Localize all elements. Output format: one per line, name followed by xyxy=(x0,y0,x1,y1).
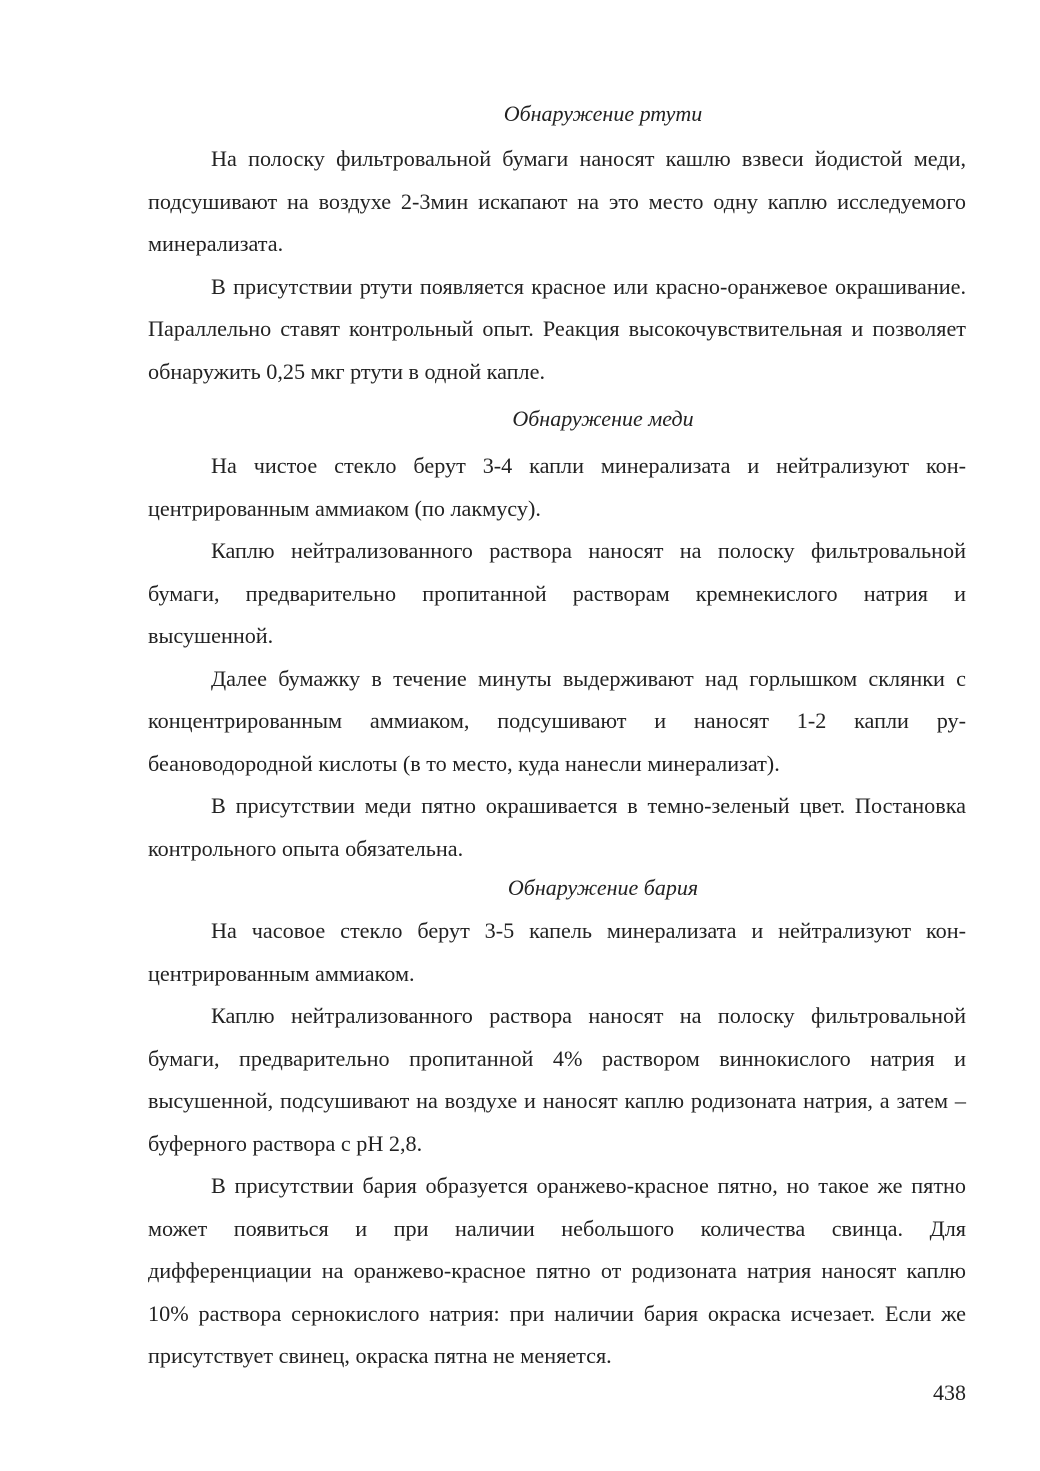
page-number: 438 xyxy=(933,1380,966,1405)
paragraph: Каплю нейтрализованного раствора наносят на полоску фильтровальной бумаги, предварительно пропитанной растворам кремнекислого натрия и высушенной. xyxy=(148,538,966,648)
paragraph: В присутствии ртути появляется красное или красно-оранжевое окрашивание. Параллельно ставят контрольный опыт. Реакция высокочувствительная и позволяет обнаружить 0,25 мкг ртути в одной капле. xyxy=(148,273,966,384)
section-heading-barium: Обнаружение бария xyxy=(507,875,699,900)
page-body xyxy=(148,98,966,1378)
paragraph: Далее бумажку в течение минуты выдерживают над горлышком склянки с концентрированным аммиаком, подсушивают и наносят 1-2 капли рубеановодородной кислоты (в то место, куда нанесли минерализат). xyxy=(148,665,966,776)
paragraph: Каплю нейтрализованного раствора наносят на полоску фильтровальной бумаги, предварительно пропитанной 4% раствором виннокислого натрия и высушенной, подсушивают на воздухе и наносят каплю родизоната натрия, а затем – буферного раствора с pH 2,8. xyxy=(148,1003,966,1156)
paragraph: На чистое стекло берут 3-4 капли минерализата и нейтрализуют концентрированным аммиаком (по лакмусу). xyxy=(148,453,966,521)
section-heading-mercury: Обнаружение ртути xyxy=(503,101,703,126)
paragraph: На часовое стекло берут 3-5 капель минерализата и нейтрализуют концентрированным аммиаком. xyxy=(148,918,966,986)
paragraph: В присутствии меди пятно окрашивается в темно-зеленый цвет. Постановка контрольного опыта обязательна. xyxy=(148,793,966,861)
paragraph: В присутствии бария образуется оранжево-красное пятно, но такое же пятно может появиться и при наличии небольшого количества свинца. Для дифференциации на оранжево-красное пятно от родизоната натрия наносят каплю 10% раствора сернокислого натрия: при наличии бария окраска исчезает. Если же присутствует свинец, окраска пятна не меняется. xyxy=(148,1173,966,1368)
paragraph: На полоску фильтровальной бумаги наносят кашлю взвеси йодистой меди, подсушивают на воздухе 2-3мин искапают на это место одну каплю исследуемого минерализата. xyxy=(148,146,966,256)
section-heading-copper: Обнаружение меди xyxy=(512,406,694,431)
